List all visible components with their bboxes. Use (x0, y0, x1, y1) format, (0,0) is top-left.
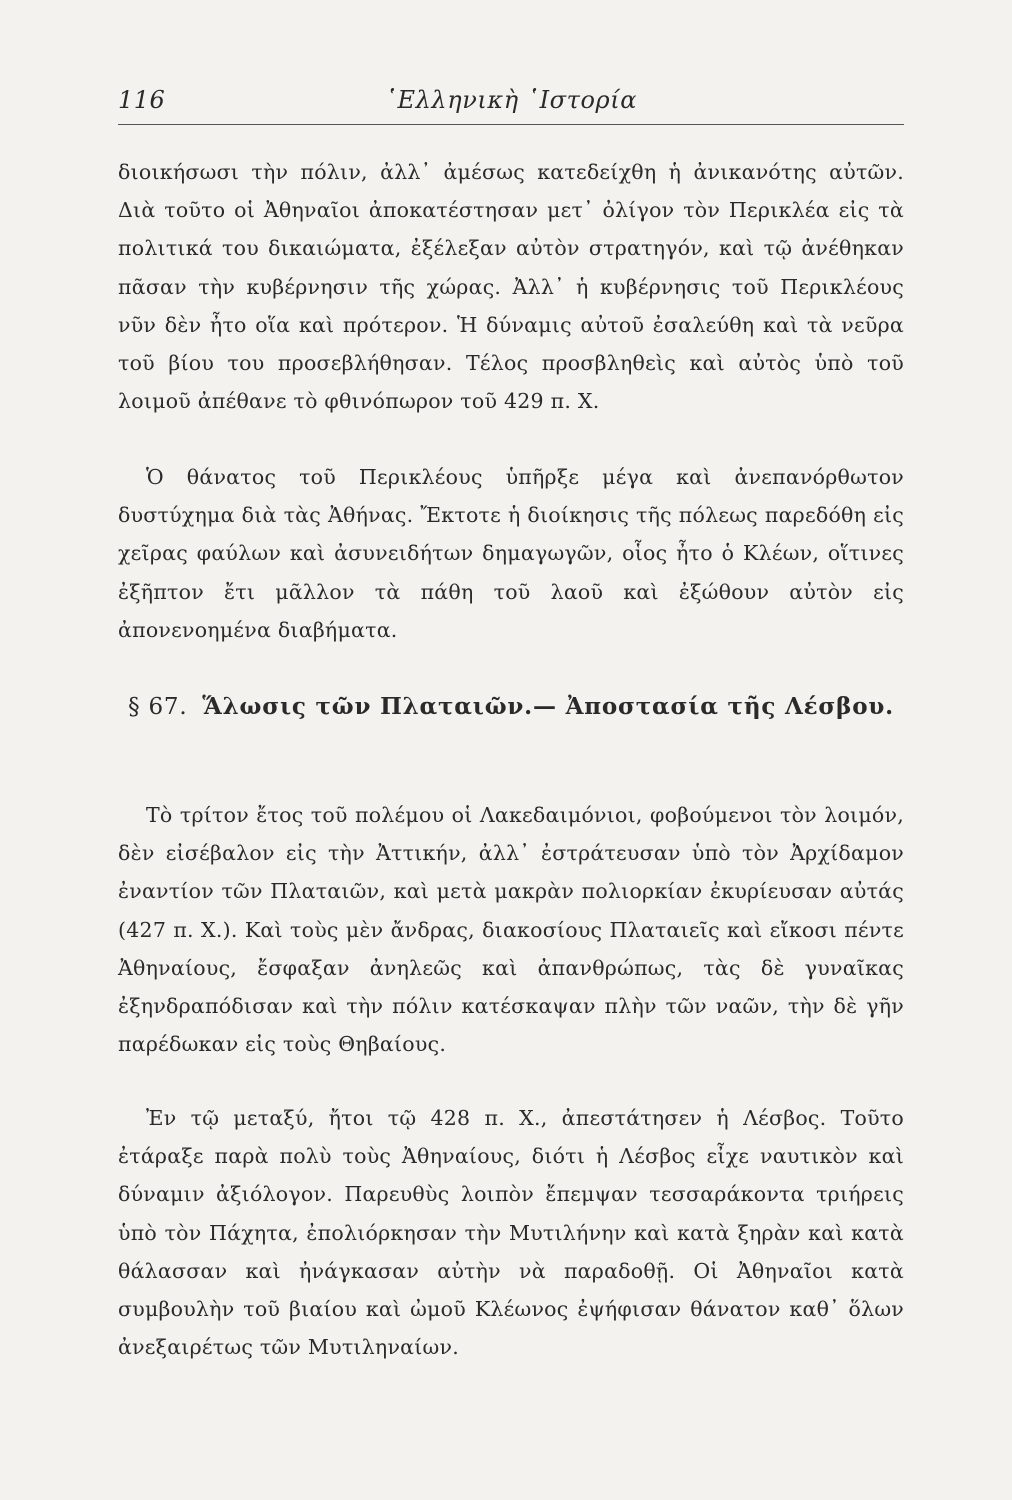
paragraph-1 (118, 153, 904, 420)
section-heading (118, 688, 904, 726)
paragraph-text: Ὁ θάνατος τοῦ Περικλέους ὑπῆρξε μέγα καὶ ἀνεπανόρθωτον δυστύχημα διὰ τὰς Ἀθήνας. Ἔκτοτε ἡ διοίκησις τῆς πόλεως παρεδόθη εἰς χεῖρας φαύλων καὶ ἀσυνειδήτων δημαγωγῶν, οἷος ἦτο ὁ Κλέων, οἵτινες ἐξῆπτον ἔτι μᾶλλον τὰ πάθη τοῦ λαοῦ καὶ ἐξώθουν αὐτὸν εἰς ἀπονενοημένα διαβήματα. (118, 465, 904, 642)
paragraph-4 (118, 1099, 904, 1366)
paragraph-text: διοικήσωσι τὴν πόλιν, ἀλλ᾽ ἀμέσως κατεδείχθη ἡ ἀνικανότης αὐτῶν. Διὰ τοῦτο οἱ Ἀθηναῖοι ἀποκατέστησαν μετ᾽ ὀλίγον τὸν Περικλέα εἰς τὰ πολιτικά του δικαιώματα, ἐξέλεξαν αὐτὸν στρατηγόν, καὶ τῷ ἀνέθηκαν πᾶσαν τὴν κυβέρνησιν τῆς χώρας. Ἀλλ᾽ ἡ κυβέρνησις τοῦ Περικλέους νῦν δὲν ἦτο οἵα καὶ πρότερον. Ἡ δύναμις αὐτοῦ ἐσαλεύθη καὶ τὰ νεῦρα τοῦ βίου του προσεβλήθησαν. Τέλος προσβληθεὶς καὶ αὐτὸς ὑπὸ τοῦ λοιμοῦ ἀπέθανε τὸ φθινόπωρον τοῦ 429 π. Χ. (118, 160, 904, 414)
section-number: § 67. (128, 694, 188, 720)
page-number: 116 (118, 86, 166, 114)
section-title: Ἅλωσις τῶν Πλαταιῶν.— Ἀποστασία τῆς Λέσβου. (202, 693, 894, 720)
paragraph-text: Ἐν τῷ μεταξύ, ἤτοι τῷ 428 π. Χ., ἀπεστάτησεν ἡ Λέσβος. Τοῦτο ἐτάραξε παρὰ πολὺ τοὺς Ἀθηναίους, διότι ἡ Λέσβος εἶχε ναυτικὸν καὶ δύναμιν ἀξιόλογον. Παρευθὺς λοιπὸν ἔπεμψαν τεσσαράκοντα τριήρεις ὑπὸ τὸν Πάχητα, ἐπολιόρκησαν τὴν Μυτιλήνην καὶ κατὰ ξηρὰν καὶ κατὰ θάλασσαν καὶ ἠνάγκασαν αὐτὴν νὰ παραδοθῇ. Οἱ Ἀθηναῖοι κατὰ συμβουλὴν τοῦ βιαίου καὶ ὠμοῦ Κλέωνος ἐψήφισαν θάνατον καθ᾽ ὅλων ἀνεξαιρέτως τῶν Μυτιληναίων. (118, 1106, 904, 1360)
paragraph-2 (118, 458, 904, 649)
paragraph-3 (118, 796, 904, 1063)
paragraph-text: Τὸ τρίτον ἔτος τοῦ πολέμου οἱ Λακεδαιμόνιοι, φοβούμενοι τὸν λοιμόν, δὲν εἰσέβαλον εἰς τὴν Ἀττικήν, ἀλλ᾽ ἐστράτευσαν ὑπὸ τὸν Ἀρχίδαμον ἐναντίον τῶν Πλαταιῶν, καὶ μετὰ μακρὰν πολιορκίαν ἐκυρίευσαν αὐτάς (427 π. Χ.). Καὶ τοὺς μὲν ἄνδρας, διακοσίους Πλαταιεῖς καὶ εἴκοσι πέντε Ἀθηναίους, ἔσφαξαν ἀνηλεῶς καὶ ἀπανθρώπως, τὰς δὲ γυναῖκας ἐξηνδραπόδισαν καὶ τὴν πόλιν κατέσκαψαν πλὴν τῶν ναῶν, τὴν δὲ γῆν παρέδωκαν εἰς τοὺς Θηβαίους. (118, 803, 904, 1057)
running-title: ῾Ελληνικὴ ῾Ιστορία (384, 86, 638, 114)
page-header (118, 84, 904, 125)
